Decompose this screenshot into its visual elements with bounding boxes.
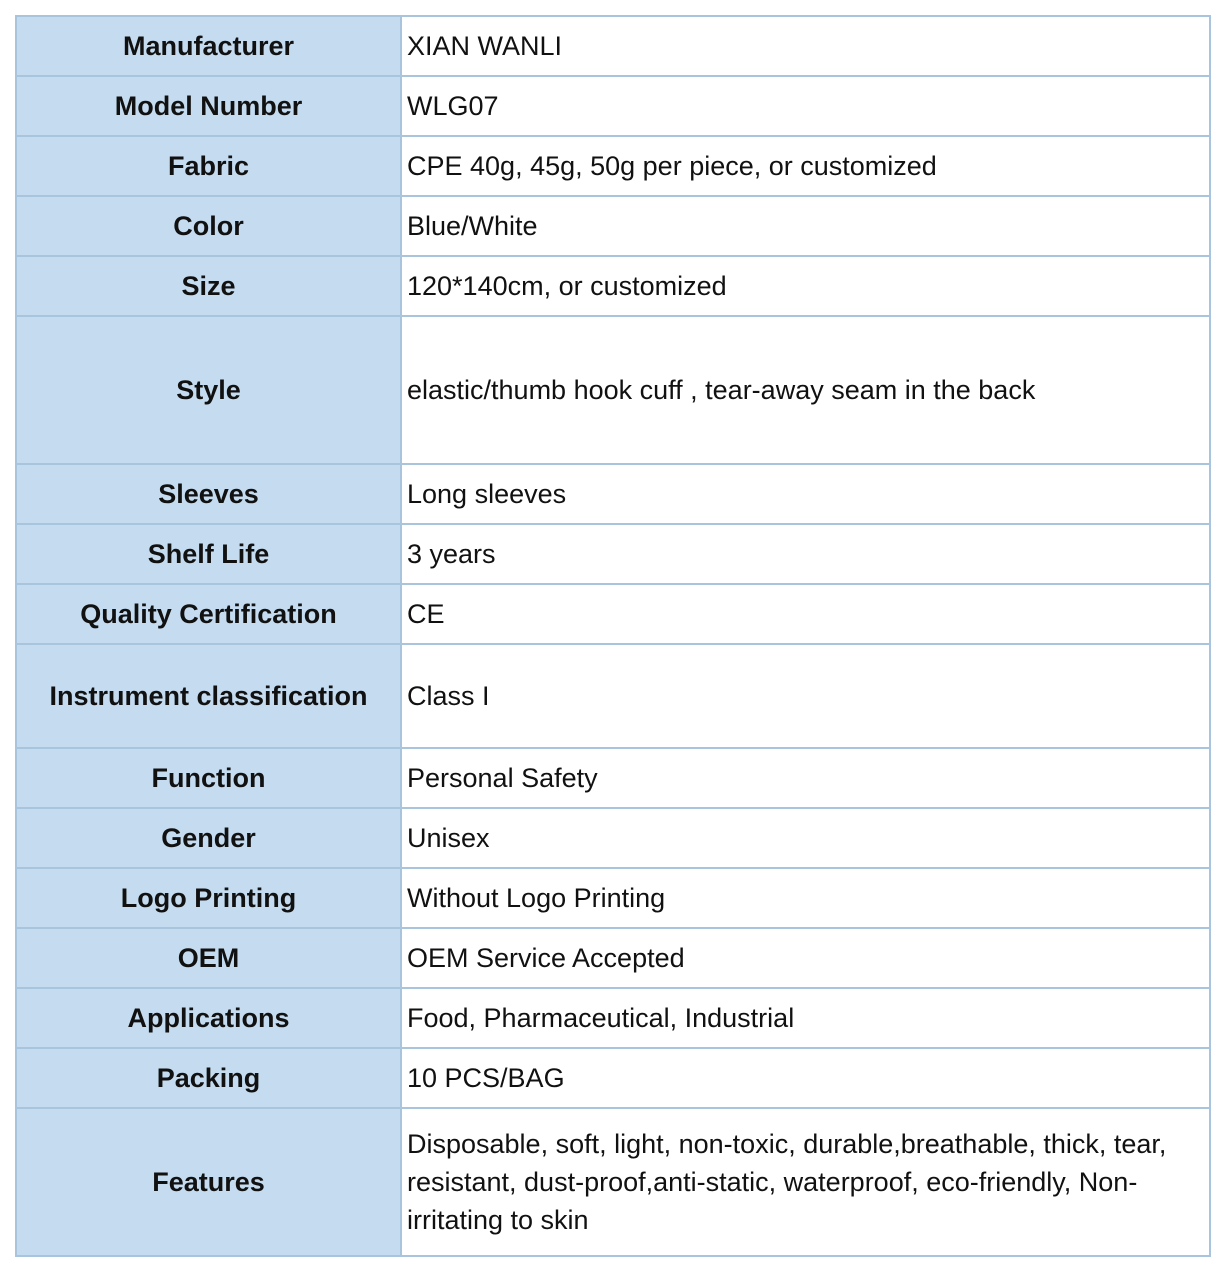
table-row [16,748,1210,808]
table-row [16,644,1210,748]
row-label: Color [16,196,401,256]
row-label: Logo Printing [16,868,401,928]
row-label: Model Number [16,76,401,136]
row-value: 120*140cm, or customized [401,256,1210,316]
table-row [16,868,1210,928]
row-value: 10 PCS/BAG [401,1048,1210,1108]
table-row [16,1108,1210,1256]
table-row [16,928,1210,988]
row-label: Packing [16,1048,401,1108]
table-row [16,1048,1210,1108]
row-label: Sleeves [16,464,401,524]
row-value: Disposable, soft, light, non-toxic, durable,breathable, thick, tear, resistant, dust-proof,anti-static, waterproof, eco-friendly, Non-irritating to skin [401,1108,1210,1256]
row-value: Long sleeves [401,464,1210,524]
table-row [16,524,1210,584]
row-label: Style [16,316,401,464]
row-label: Manufacturer [16,16,401,76]
table-row [16,76,1210,136]
row-label: Shelf Life [16,524,401,584]
table-row [16,808,1210,868]
table-row [16,136,1210,196]
row-value: Food, Pharmaceutical, Industrial [401,988,1210,1048]
row-value: Class I [401,644,1210,748]
table-row [16,464,1210,524]
row-value: Blue/White [401,196,1210,256]
row-label: Gender [16,808,401,868]
row-label: Function [16,748,401,808]
table-row [16,988,1210,1048]
table-row [16,256,1210,316]
table-row [16,316,1210,464]
row-value: Personal Safety [401,748,1210,808]
row-label: Features [16,1108,401,1256]
row-value: XIAN WANLI [401,16,1210,76]
table-row [16,196,1210,256]
row-value: OEM Service Accepted [401,928,1210,988]
table-row [16,584,1210,644]
row-label: Size [16,256,401,316]
row-value: CPE 40g, 45g, 50g per piece, or customized [401,136,1210,196]
row-value: WLG07 [401,76,1210,136]
spec-table [15,15,1211,1257]
row-value: elastic/thumb hook cuff , tear-away seam in the back [401,316,1210,464]
row-label: Applications [16,988,401,1048]
row-value: 3 years [401,524,1210,584]
row-label: OEM [16,928,401,988]
row-value: Unisex [401,808,1210,868]
row-value: Without Logo Printing [401,868,1210,928]
row-label: Fabric [16,136,401,196]
row-value: CE [401,584,1210,644]
row-label: Instrument classification [16,644,401,748]
table-row [16,16,1210,76]
row-label: Quality Certification [16,584,401,644]
